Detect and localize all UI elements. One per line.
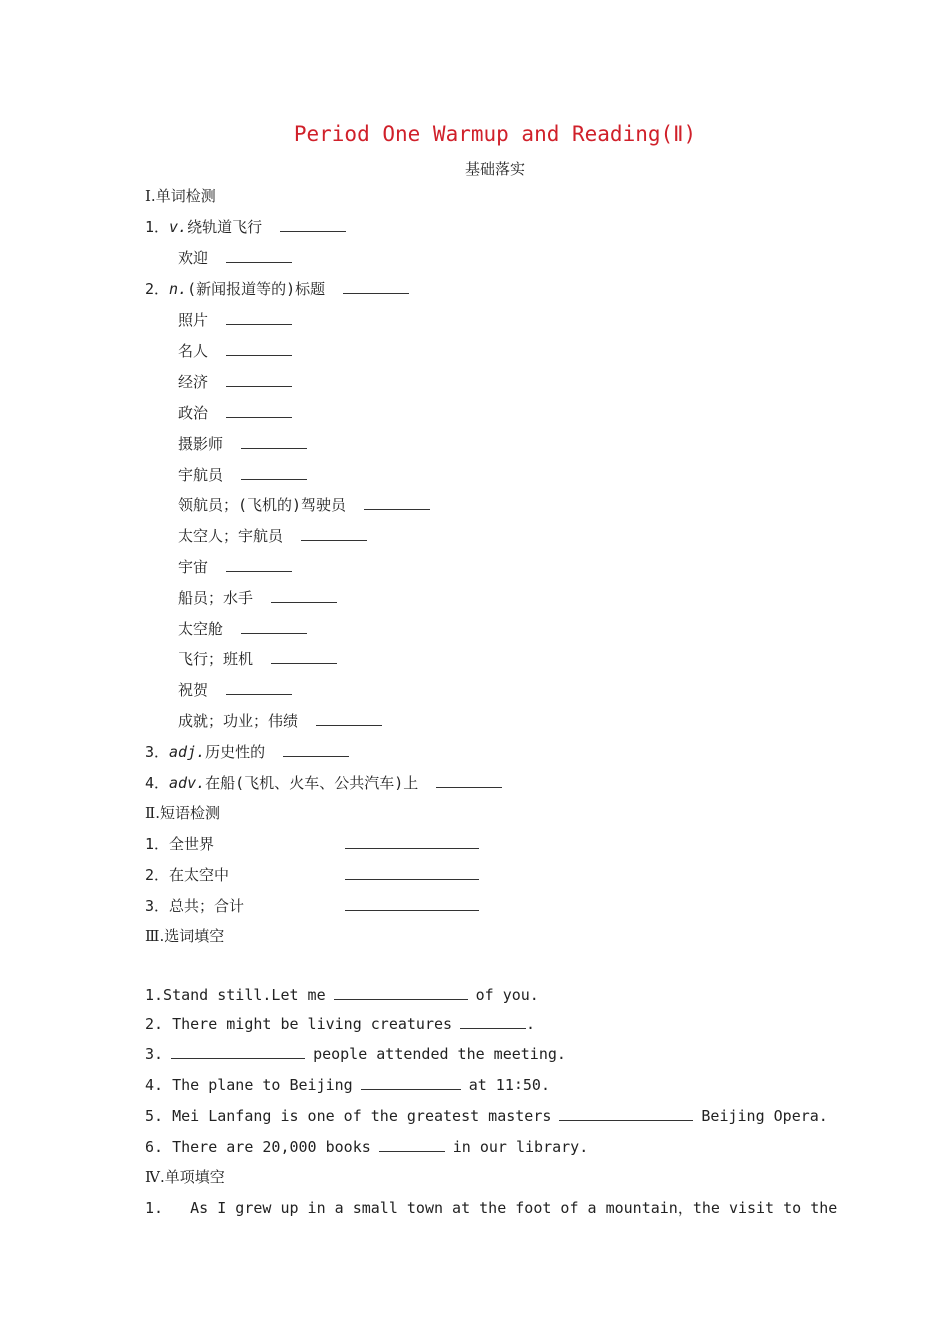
answer-blank[interactable] — [334, 985, 468, 1000]
answer-blank[interactable] — [226, 310, 292, 325]
answer-blank[interactable] — [226, 680, 292, 695]
answer-blank[interactable] — [345, 896, 479, 911]
vocab-item: 3．adj.历史性的 — [145, 742, 349, 762]
vocab-item: 2．n.(新闻报道等的)标题 — [145, 279, 409, 299]
vocab-item: 欢迎 — [178, 248, 292, 268]
vocab-item: 成就；功业；伟绩 — [178, 711, 382, 731]
answer-blank[interactable] — [361, 1075, 461, 1090]
answer-blank[interactable] — [559, 1106, 693, 1121]
answer-blank[interactable] — [271, 649, 337, 664]
phrase-blank-row — [345, 834, 479, 854]
answer-blank[interactable] — [280, 217, 346, 232]
choice-question: 1. As I grew up in a small town at the foot of a mountain，the visit to the — [145, 1199, 838, 1217]
section-heading-3: Ⅲ.选词填空 — [145, 927, 225, 945]
answer-blank[interactable] — [226, 341, 292, 356]
fill-sentence: 1.Stand still.Let me of you. — [145, 986, 539, 1004]
vocab-item: 太空舱 — [178, 619, 307, 639]
vocab-item: 1．v.绕轨道飞行 — [145, 217, 346, 237]
section-heading-1: Ⅰ.单词检测 — [145, 187, 216, 205]
answer-blank[interactable] — [460, 1014, 526, 1029]
answer-blank[interactable] — [379, 1137, 445, 1152]
answer-blank[interactable] — [301, 526, 367, 541]
answer-blank[interactable] — [436, 773, 502, 788]
answer-blank[interactable] — [171, 1044, 305, 1059]
answer-blank[interactable] — [226, 403, 292, 418]
answer-blank[interactable] — [241, 465, 307, 480]
answer-blank[interactable] — [241, 434, 307, 449]
page-title: Period One Warmup and Reading(Ⅱ) — [293, 122, 697, 146]
fill-sentence: 6. There are 20,000 books in our library. — [145, 1138, 589, 1156]
section-heading-2: Ⅱ.短语检测 — [145, 804, 220, 822]
vocab-item: 领航员；(飞机的)驾驶员 — [178, 495, 430, 515]
phrase-item: 2．在太空中 — [145, 866, 230, 884]
fill-sentence: 3. people attended the meeting. — [145, 1045, 566, 1063]
vocab-item: 经济 — [178, 372, 292, 392]
page-subtitle: 基础落实 — [464, 160, 525, 178]
vocab-item: 名人 — [178, 341, 292, 361]
vocab-item: 船员；水手 — [178, 588, 337, 608]
vocab-item: 宇航员 — [178, 465, 307, 485]
answer-blank[interactable] — [241, 619, 307, 634]
vocab-item: 摄影师 — [178, 434, 307, 454]
fill-sentence: 2. There might be living creatures . — [145, 1015, 536, 1033]
phrase-blank-row — [345, 896, 479, 916]
vocab-item: 政治 — [178, 403, 292, 423]
answer-blank[interactable] — [364, 495, 430, 510]
answer-blank[interactable] — [226, 372, 292, 387]
fill-sentence: 5. Mei Lanfang is one of the greatest masters Beijing Opera. — [145, 1107, 828, 1125]
vocab-item: 太空人；宇航员 — [178, 526, 367, 546]
answer-blank[interactable] — [316, 711, 382, 726]
vocab-item: 照片 — [178, 310, 292, 330]
answer-blank[interactable] — [283, 742, 349, 757]
answer-blank[interactable] — [271, 588, 337, 603]
answer-blank[interactable] — [345, 834, 479, 849]
answer-blank[interactable] — [226, 248, 292, 263]
answer-blank[interactable] — [226, 557, 292, 572]
phrase-item: 1．全世界 — [145, 835, 215, 853]
vocab-item: 飞行；班机 — [178, 649, 337, 669]
phrase-item: 3．总共；合计 — [145, 897, 245, 915]
section-heading-4: Ⅳ.单项填空 — [145, 1168, 225, 1186]
phrase-blank-row — [345, 865, 479, 885]
vocab-item: 宇宙 — [178, 557, 292, 577]
answer-blank[interactable] — [343, 279, 409, 294]
answer-blank[interactable] — [345, 865, 479, 880]
vocab-item: 4．adv.在船(飞机、火车、公共汽车)上 — [145, 773, 502, 793]
vocab-item: 祝贺 — [178, 680, 292, 700]
fill-sentence: 4. The plane to Beijing at 11∶50. — [145, 1076, 550, 1094]
